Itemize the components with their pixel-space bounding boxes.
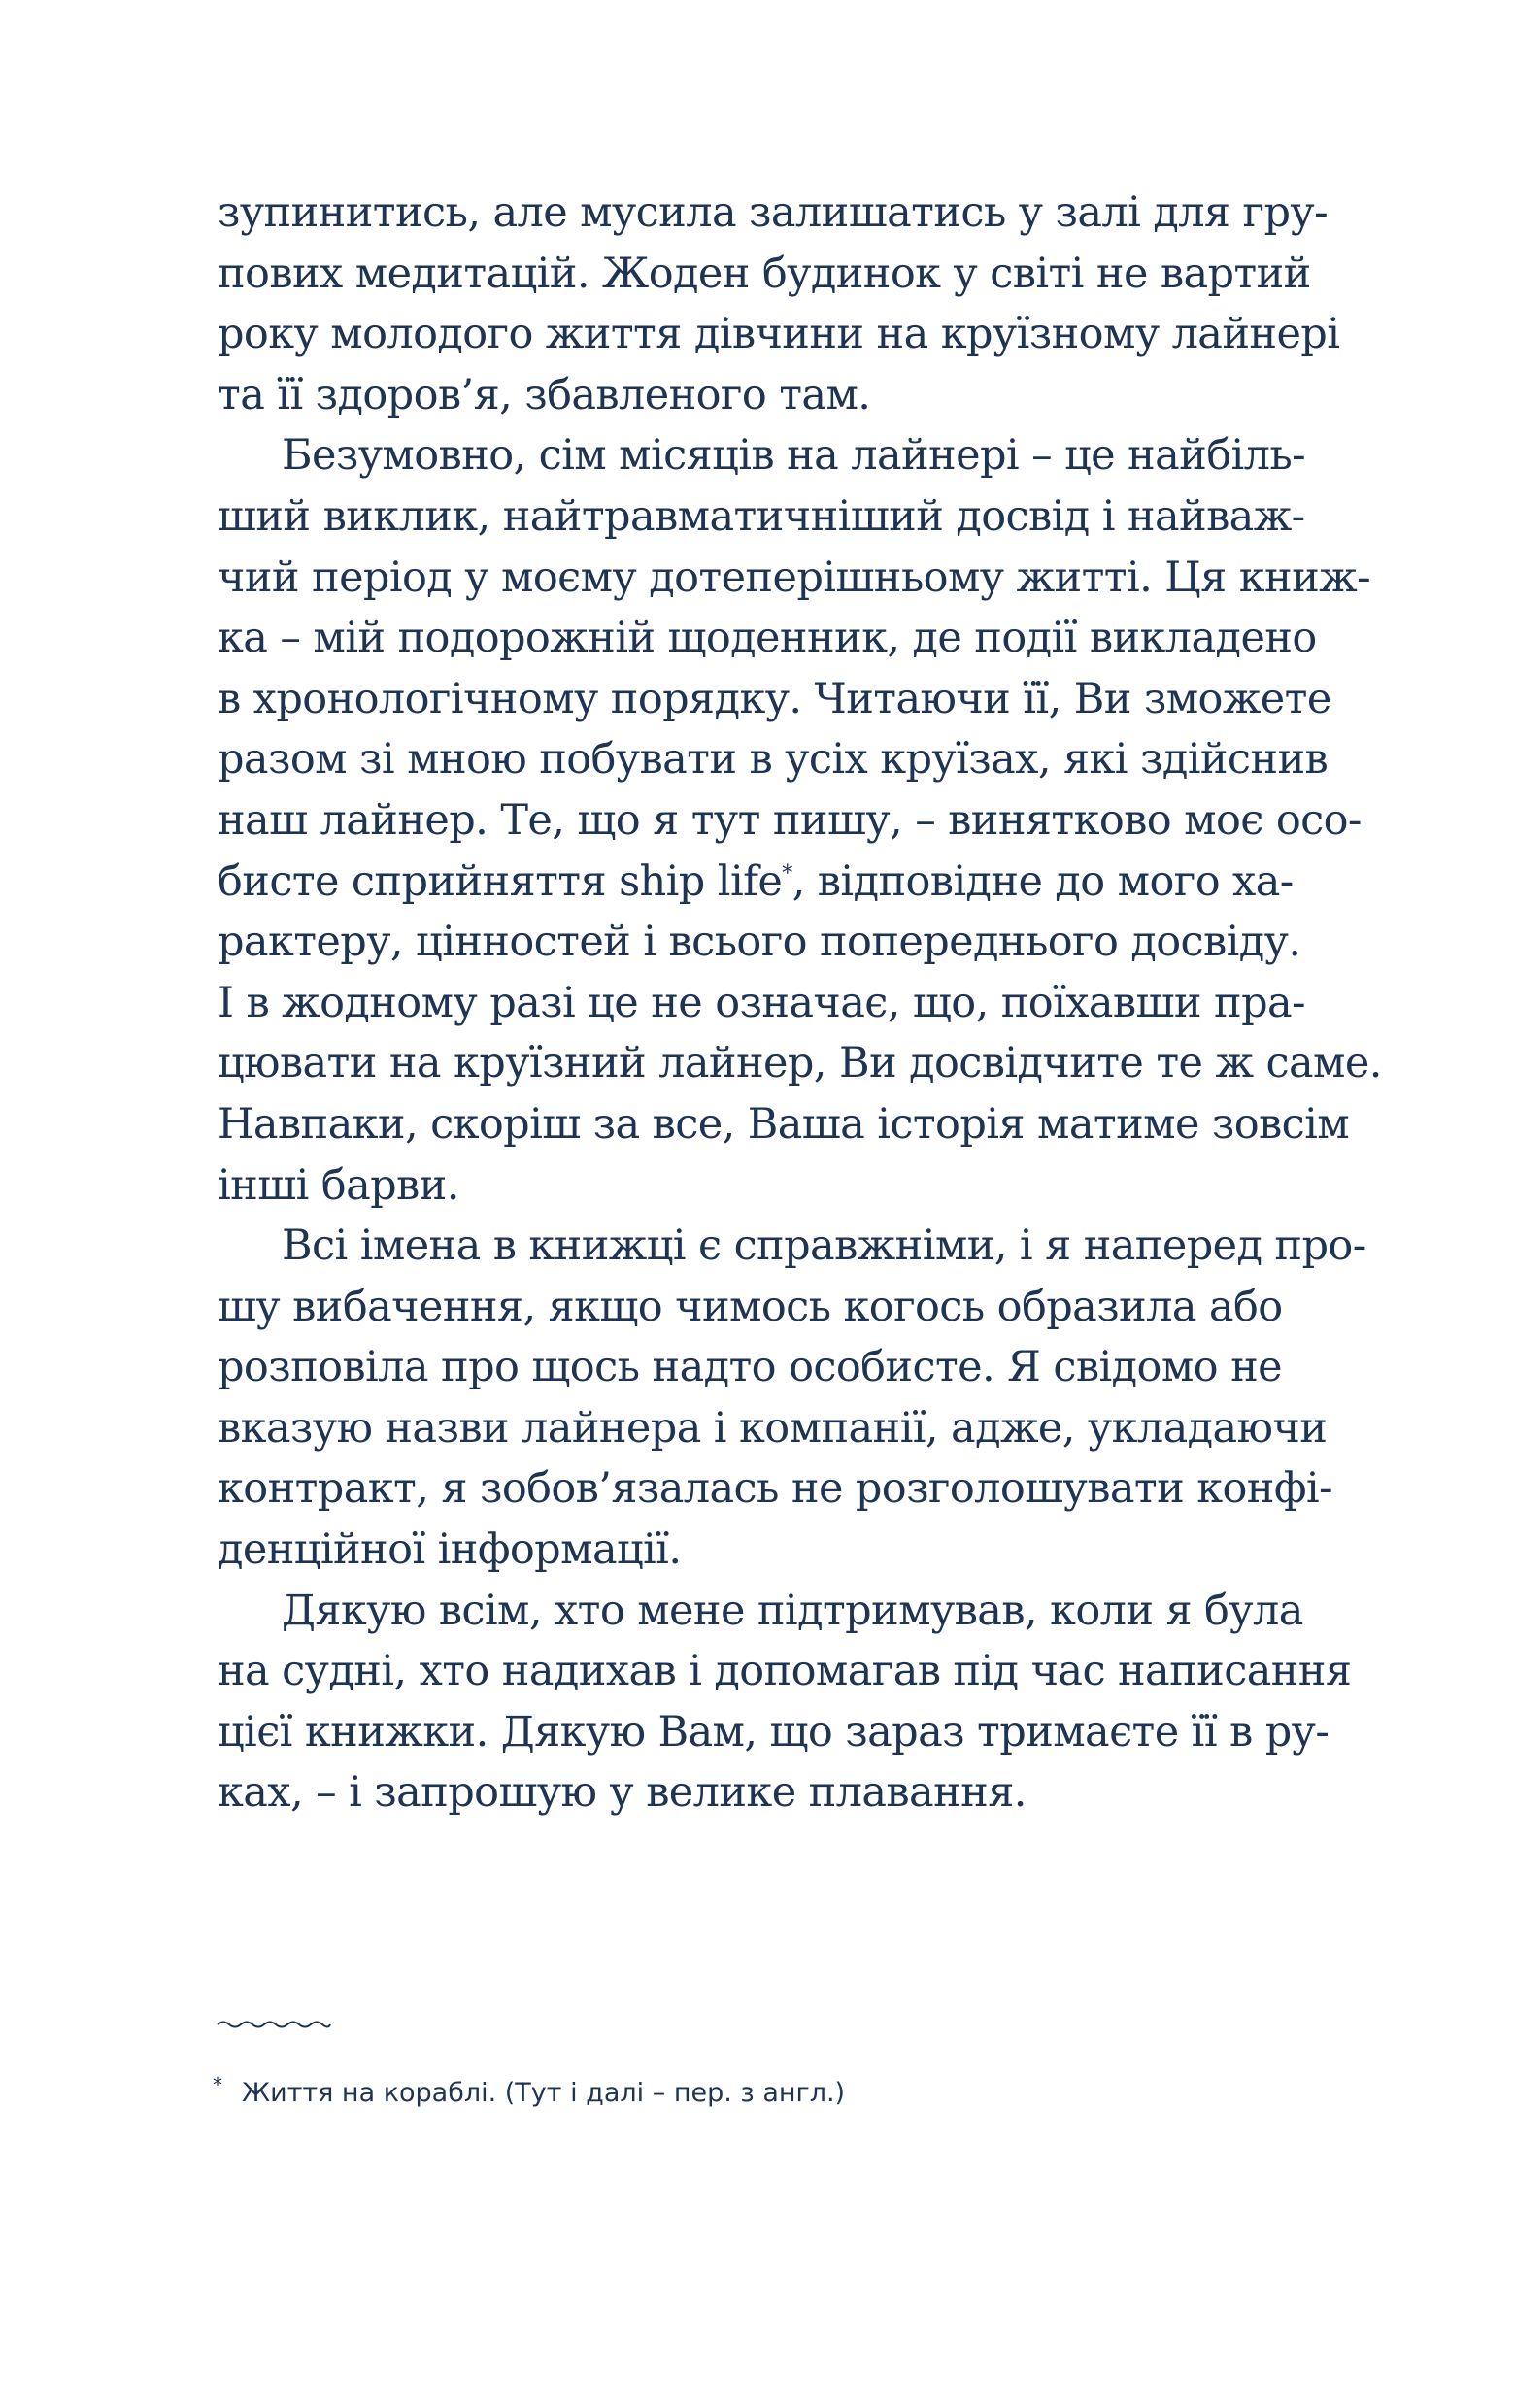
text-line: наш лайнер. Те, що я тут пишу, – винятково моє осо-: [218, 795, 1362, 845]
text-line: року молодого життя дівчини на круїзному лайнері: [218, 310, 1340, 359]
text-line: в хронологічному порядку. Читаючи її, Ви зможете: [218, 674, 1331, 723]
text-line: разом зі мною побувати в усіх круїзах, які здійснив: [218, 735, 1329, 785]
text-line: І в жодному разі це не означає, що, поїхавши пра-: [218, 978, 1305, 1027]
footnote-marker: *: [213, 2073, 222, 2096]
text-line: чий період у моєму дотеперішньому житті. Ця книж-: [218, 552, 1371, 602]
text-line: на судні, хто надихав і допомагав під час написання: [218, 1647, 1352, 1696]
text-line-with-footnote: [218, 852, 1294, 913]
text-line: ший виклик, найтравматичніший досвід і найваж-: [218, 491, 1305, 541]
text-line: рактеру, цінностей і всього попереднього досвіду.: [218, 918, 1301, 967]
text-line: вказую назви лайнера і компанії, адже, укладаючи: [218, 1403, 1328, 1453]
text-line: ка – мій подорожній щоденник, де події викладено: [218, 614, 1317, 663]
text-line: шу вибачення, якщо чимось когось образила або: [218, 1282, 1283, 1331]
text-line: Дякую всім, хто мене підтримував, коли я була: [282, 1586, 1303, 1635]
text-line: ках, – і запрошую у велике плавання.: [218, 1768, 1027, 1818]
text-line: Навпаки, скоріш за все, Ваша історія матиме зовсім: [218, 1099, 1350, 1149]
text-line: Всі імена в книжці є справжніми, і я наперед про-: [282, 1221, 1366, 1271]
text-segment: , відповідне до мого ха-: [791, 856, 1294, 906]
text-line: розповіла про щось надто особисте. Я свідомо не: [218, 1343, 1282, 1392]
body-text: [218, 183, 1382, 1823]
text-line: денційної інформації.: [218, 1525, 682, 1575]
footnote: [213, 2074, 845, 2113]
text-line: контракт, я зобов’язалась не розголошувати конфі-: [218, 1464, 1332, 1514]
text-line: цювати на круїзний лайнер, Ви досвідчите те ж саме.: [218, 1039, 1382, 1088]
footnote-marker: *: [782, 861, 792, 886]
footnote-text: Життя на кораблі. (Тут і далі – пер. з англ.): [242, 2078, 846, 2108]
text-line: пових медитацій. Жоден будинок у світі не вартий: [218, 249, 1311, 298]
text-segment: бисте сприйняття ship life: [218, 856, 783, 906]
text-line: зупинитись, але мусила залишатись у залі для гру-: [218, 188, 1329, 237]
text-line: інші барви.: [218, 1160, 459, 1210]
text-line: та її здоров’я, збавленого там.: [218, 370, 871, 419]
text-line: Безумовно, сім місяців на лайнері – це найбіль-: [282, 431, 1306, 481]
wave-divider-icon: [216, 2017, 332, 2032]
text-line: цієї книжки. Дякую Вам, що зараз тримаєте її в ру-: [218, 1707, 1330, 1756]
